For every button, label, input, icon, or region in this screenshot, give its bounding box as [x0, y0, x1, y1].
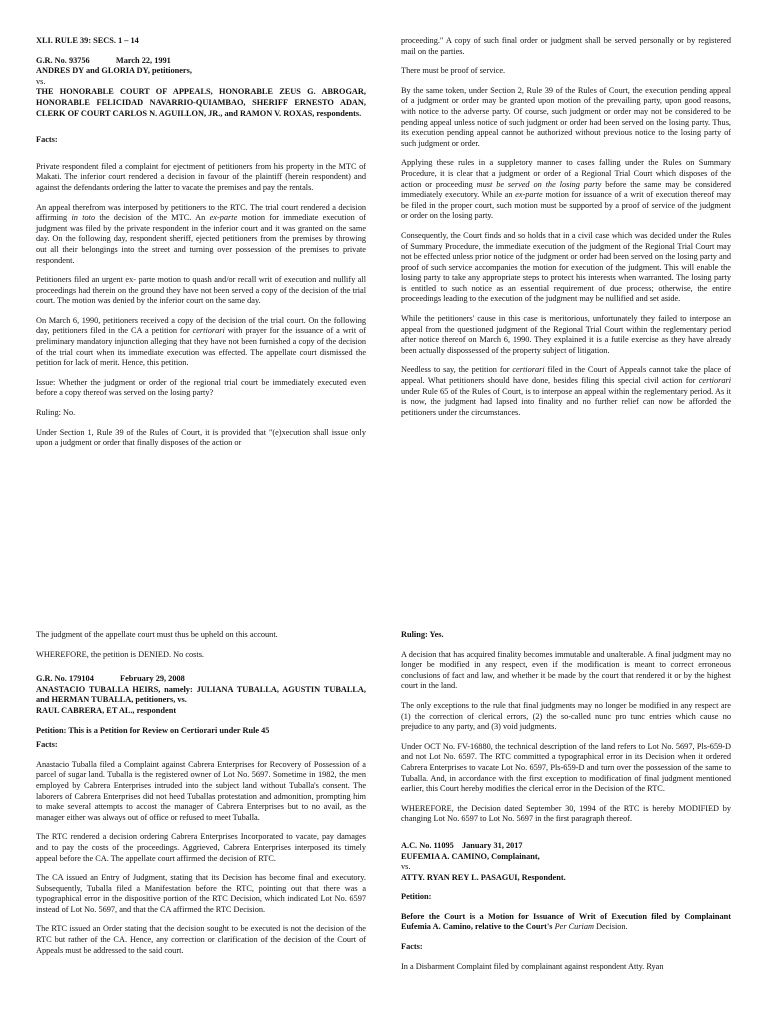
ruling: Ruling: No.: [36, 408, 76, 418]
right-paragraph-6: While the petitioners' cause in this case is meritorious, unfortunately they failed to interpose an appeal from the questioned judgment of the Regional Trial Court within the reglementary period after notice thereof on March 6, 1990. They explained it is a futile exercise as they have already been actually dispossessed of the property subject of litigation.: [401, 314, 731, 355]
right-paragraph-7: Needless to say, the petition for certiorari filed in the Court of Appeals cannot take the place of appeal. What petitioners should have done, besides filing this special civil action for certiorari under Rule 65 of the Rules of Court, is to interpose an appeal within the reglementary period. As it is now, the judgment had lapsed into finality and no further relief can now be afforded the petitioners under the circumstances.: [401, 365, 731, 417]
page2-right-column: [401, 630, 731, 972]
right-paragraph-1: proceeding." A copy of such final order or judgment shall be served personally or by registered mail on the parties.: [401, 36, 731, 56]
case-number-line: [36, 56, 366, 67]
facts-paragraph-1: In a Disbarment Complaint filed by complainant against respondent Atty. Ryan: [401, 961, 664, 971]
page2-left-column: [36, 630, 366, 956]
ruling-paragraph-2: The only exceptions to the rule that final judgments may no longer be modified in any respect are (1) the correction of clerical errors, (2) the so-called nunc pro tunc entries which cause no prejudice to any party, and (3) void judgments.: [401, 700, 731, 732]
petition: Petition: This is a Petition for Review on Certiorari under Rule 45: [36, 725, 270, 735]
ruling-paragraph-1: A decision that has acquired finality becomes immutable and unalterable. A final judgment may no longer be modified in any respect, even if the modification is meant to correct erroneous conclusions of fact and law, and whether it be made by the court that rendered it or by the highest court in the land.: [401, 649, 731, 691]
case-header-dy: [36, 56, 366, 120]
facts-paragraph-2: An appeal therefrom was interposed by petitioners to the RTC. The trial court rendered a decision affirming in toto the decision of the MTC. An ex-parte motion for immediate execution of judgment was filed by the private respondent in the inferior court and it was granted on the same day. On the following day, respondent sheriff, ejected petitioners from the premises by throwing out all their belongings into the street and turning over possession of the premises to private respondent.: [36, 202, 367, 265]
versus: vs.: [401, 862, 411, 872]
respondents: THE HONORABLE COURT OF APPEALS, HONORABLE ZEUS G. ABROGAR, HONORABLE FELICIDAD NAVARRIO-QUIAMBAO, SHERIFF ERNESTO ADAN, CLERK OF COURT CARLOS N. AGUILLON, JR., and RAMON V. ROXAS, respondents.: [36, 87, 366, 118]
respondent: ATTY. RYAN REY L. PASAGUI, Respondent.: [401, 872, 566, 882]
judgment-upheld: The judgment of the appellate court must thus be upheld on this account.: [36, 630, 278, 639]
complainant: EUFEMIA A. CAMINO, Complainant,: [401, 851, 540, 861]
right-paragraph-2: There must be proof of service.: [401, 66, 506, 76]
case-date: February 29, 2008: [120, 674, 185, 684]
facts-paragraph-1: Anastacio Tuballa filed a Complaint against Cabrera Enterprises for Recovery of Possession of a parcel of sugar land. Tuballa is the registered owner of Lot No. 5697. Sometime in 1982, the men employed by Cabrera Enterprises intruded into the subject land without Tuballa's consent. The laborers of Cabrera Enterprises did not heed Tuballas protestation and admonition, prompting him to make several attempts to accost the manager of Cabrera Enterprises but to no avail, as the manager either was always out of office or refused to meet Tuballa.: [36, 759, 366, 822]
facts-paragraph-1: Private respondent filed a complaint for ejectment of petitioners from his property in the MTC of Makati. The inferior court rendered a decision in favour of the plaintiff (herein respondent) and against the defendants ordering the latter to vacate the premises and pay the rentals.: [36, 161, 366, 192]
case-number: G.R. No. 179104: [36, 674, 94, 684]
case-date: March 22, 1991: [115, 55, 171, 65]
case-number: A.C. No. 11095: [401, 840, 454, 850]
page1-left-column: [36, 36, 366, 449]
case-header-camino: [401, 841, 731, 883]
wherefore-denied: WHEREFORE, the petition is DENIED. No costs.: [36, 649, 204, 659]
case-header-tuballa: [36, 674, 366, 716]
facts-paragraph-4: On March 6, 1990, petitioners received a copy of the decision of the trial court. On the following day, petitioners filed in the CA a petition for certiorari with prayer for the issuance of a writ of preliminary mandatory injunction alleging that they have not been furnished a copy of the decision of the trial court when its immediate execution was effected. The appellate court dismissed the petition for lack of merit. Hence, this petition.: [36, 315, 366, 368]
section-title: XLI. RULE 39: SECS. 1 – 14: [36, 36, 139, 45]
right-paragraph-5: Consequently, the Court finds and so holds that in a civil case which was decided under the Rules of Summary Procedure, the immediate execution of the judgment of the Regional Trial Court may not be effected unless prior notice of the judgment or order had been served on the losing party and proof of such service accompanies the motion for execution of the judgment. This will enable the losing party to take any appropriate steps to protect his interests when warranted. The losing party is entitled to such notice as an essential requirement of due process; otherwise, the entire proceedings leading to the execution of the judgment may be nullified and set aside.: [401, 230, 731, 304]
ruling: Ruling: Yes.: [401, 630, 444, 639]
right-paragraph-3: By the same token, under Section 2, Rule 39 of the Rules of Court, the execution pending appeal of a judgment or order may be granted upon motion of the prevailing party, upon good reasons, with notice to the adverse party. Of course, such judgment or order may not be considered to be pending appeal unless notice of such judgment or order had been served on the losing party. Thus, its execution pending appeal cannot be authorized without previous notice to the losing party of such judgment or order.: [401, 85, 731, 148]
facts-paragraph-3: The CA issued an Entry of Judgment, stating that its Decision has become final and executory. Subsequently, Tuballa filed a Manifestation before the RTC, pointing out that there was a typographical error in the dispositive portion of the RTC Decision, which indicated Lot No. 6597 instead of Lot No. 5697, and that the CA affirmed the RTC Decision.: [36, 873, 366, 914]
ruling-paragraph-3: Under OCT No. FV-16880, the technical description of the land refers to Lot No. 5697, Pls-659-D and not Lot No. 6597. The RTC committed a typographical error in its Decision when it ordered Cabrera Enterprises to vacate Lot No. 6597, Pls-659-D and turn over the possession of the same to Tuballa. And, in accordance with the first exception to modification of final judgment mentioned earlier, this Court hereby modifies the clerical error in the Decision of the RTC.: [401, 741, 731, 794]
facts-paragraph-4: The RTC issued an Order stating that the decision sought to be executed is not the decision of the RTC but rather of the CA. Hence, any correction or clarification of the decision of the Court of Appeals must be addressed to the said court.: [36, 924, 366, 955]
petitioners: ANDRES DY and GLORIA DY, petitioners,: [36, 66, 192, 76]
facts-heading: Facts:: [36, 740, 58, 750]
case-number-line: [36, 674, 366, 685]
facts-heading: Facts:: [401, 942, 423, 952]
case-number-line: [401, 841, 731, 852]
facts-paragraph-3: Petitioners filed an urgent ex- parte motion to quash and/or recall writ of execution and nullify all proceedings had therein on the ground they have not been served a copy of the decision of the trial court. The motion was denied by the inferior court on the same day.: [36, 275, 366, 306]
issue: Issue: Whether the judgment or order of the regional trial court be immediately executed even before a copy thereof was served on the losing party?: [36, 377, 366, 398]
petitioners: ANASTACIO TUBALLA HEIRS, namely: JULIANA TUBALLA, AGUSTIN TUBALLA, and HERMAN TUBALLA, petitioners, vs.: [36, 684, 366, 705]
versus: vs.: [36, 76, 46, 86]
case-number: G.R. No. 93756: [36, 55, 90, 65]
petition-heading: Petition:: [401, 892, 432, 902]
petition-text: Before the Court is a Motion for Issuance of Writ of Execution filed by Complainant Eufemia A. Camino, relative to the Court's Per Curiam Decision.: [401, 911, 731, 932]
ruling-paragraph-1: Under Section 1, Rule 39 of the Rules of Court, it is provided that "(e)xecution shall issue only upon a judgment or order that finally disposes of the action or: [36, 427, 366, 448]
page1-right-column: [401, 36, 731, 418]
respondent: RAUL CABRERA, ET AL., respondent: [36, 705, 177, 715]
facts-paragraph-2: The RTC rendered a decision ordering Cabrera Enterprises Incorporated to vacate, pay damages and to pay the costs of the proceedings. Aggrieved, Cabrera Enterprises interposed its timely appeal before the CA. The appellate court affirmed the decision of RTC.: [36, 832, 366, 863]
facts-heading: Facts:: [36, 135, 58, 145]
case-date: January 31, 2017: [461, 840, 523, 850]
ruling-paragraph-4: WHEREFORE, the Decision dated September 30, 1994 of the RTC is hereby MODIFIED by changing Lot No. 6597 to Lot No. 5697 in the first paragraph thereof.: [401, 803, 731, 824]
right-paragraph-4: Applying these rules in a suppletory manner to cases falling under the Rules on Summary Procedure, it is clear that a judgment or order of a Regional Trial Court which disposes of the action or proceeding must be served on the losing party before the same may be considered immediately executory. While an ex-parte motion for issuance of a writ of execution thereof may be filed in the proper court, such motion must be supported by a proof of service of the judgment or order on the losing party.: [401, 158, 732, 221]
